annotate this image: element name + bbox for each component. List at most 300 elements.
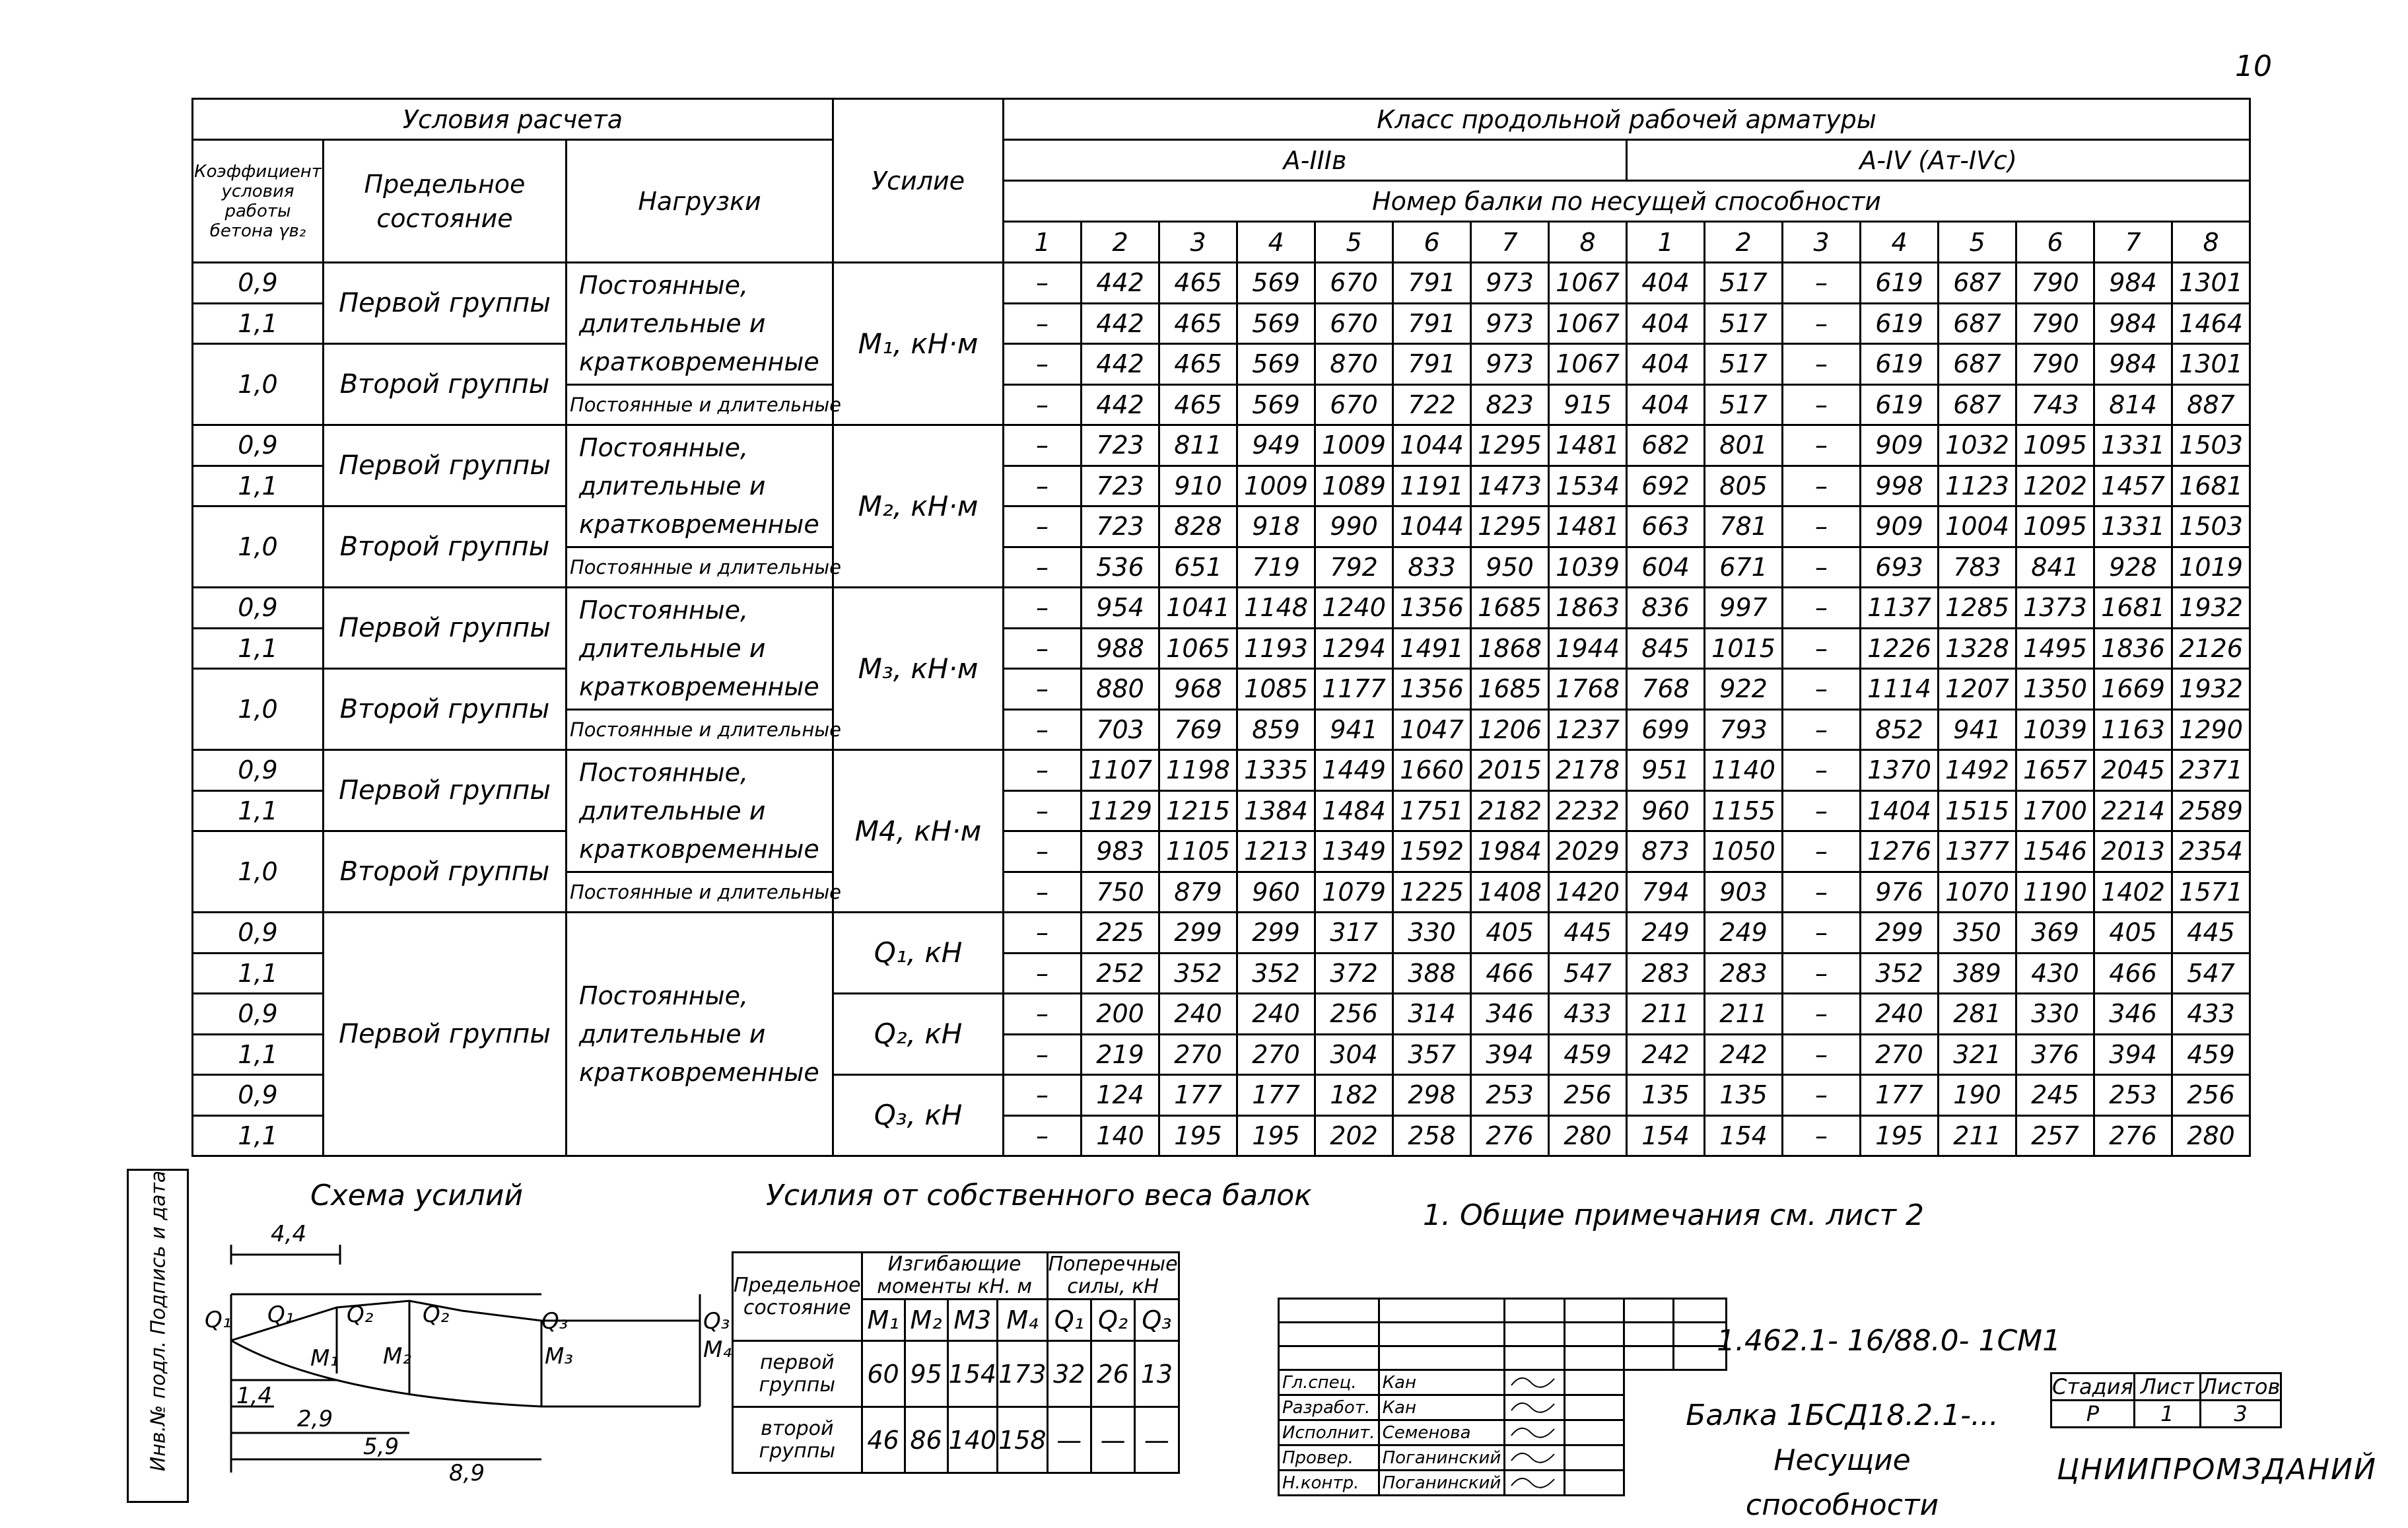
value-cell: 140 (1082, 1115, 1159, 1156)
sheet-header: Лист (2134, 1373, 2200, 1401)
loads-header: Нагрузки (567, 140, 833, 263)
stage-box (2050, 1372, 2282, 1428)
label-m2: M₂ (383, 1343, 411, 1370)
value-cell: 1079 (1315, 872, 1393, 913)
coef-cell: 1,1 (193, 1034, 324, 1075)
value-cell: 547 (1549, 953, 1627, 994)
coef-cell: 0,9 (193, 913, 324, 954)
value-cell: 1492 (1939, 750, 2016, 791)
value-cell: 801 (1705, 425, 1783, 466)
value-cell: 1669 (2094, 669, 2172, 710)
value-cell: – (1783, 1034, 1861, 1075)
table-row (193, 263, 2250, 304)
value-cell: 1681 (2094, 588, 2172, 629)
beam-col-11: 3 (1783, 222, 1861, 263)
value-cell: 466 (2094, 953, 2172, 994)
value-cell: 2015 (1471, 750, 1549, 791)
value-cell: 283 (1627, 953, 1705, 994)
value-cell: 1685 (1471, 669, 1549, 710)
value-cell: 2126 (2172, 628, 2250, 669)
value-cell: 2232 (1549, 790, 1627, 831)
value-cell: 841 (2016, 547, 2094, 588)
value-cell: 190 (1939, 1075, 2016, 1116)
value-cell: – (1004, 1034, 1082, 1075)
value-cell: – (1004, 872, 1082, 913)
value-cell: 154 (1627, 1115, 1705, 1156)
value-cell: 177 (1237, 1075, 1315, 1116)
value-cell: 1571 (2172, 872, 2250, 913)
stamp-role: Разработ. (1279, 1395, 1379, 1420)
dim-8-9: 8,9 (449, 1460, 485, 1486)
value-cell: – (1783, 750, 1861, 791)
value-cell: 984 (2094, 263, 2172, 304)
value-cell: 445 (1549, 913, 1627, 954)
value-cell: 1290 (2172, 709, 2250, 750)
value-cell: 276 (1471, 1115, 1549, 1156)
value-cell: 249 (1705, 913, 1783, 954)
stamp-cell (1379, 1323, 1505, 1346)
value-cell: 1449 (1315, 750, 1393, 791)
value-cell: 1473 (1471, 466, 1549, 506)
loads-permanent: Постоянные и длительные (567, 872, 833, 913)
value-cell: 256 (1549, 1075, 1627, 1116)
value-cell: 258 (1393, 1115, 1471, 1156)
value-cell: 211 (1705, 994, 1783, 1035)
coef-cell: 1,1 (193, 953, 324, 994)
value-cell: 1402 (2094, 872, 2172, 913)
coef-header: Коэффициент условия работы бетона γв₂ (193, 140, 324, 263)
value-cell: 791 (1393, 263, 1471, 304)
value-cell: 1335 (1237, 750, 1315, 791)
loads-permanent: Постоянные и длительные (567, 709, 833, 750)
value-cell: – (1783, 506, 1861, 547)
class2-header: А-IV (Ат-IVс) (1627, 140, 2250, 181)
selfweight-title: Усилия от собственного веса балок (766, 1179, 1312, 1212)
value-cell: 1226 (1861, 628, 1939, 669)
value-cell: 1685 (1471, 588, 1549, 629)
value-cell: 1004 (1939, 506, 2016, 547)
value-cell: 372 (1315, 953, 1393, 994)
beam-col-10: 2 (1705, 222, 1783, 263)
value-cell: – (1004, 790, 1082, 831)
stamp-cell (1624, 1346, 1674, 1370)
scheme-title: Схема усилий (310, 1179, 524, 1212)
value-cell: 1863 (1549, 588, 1627, 629)
value-cell: 794 (1627, 872, 1705, 913)
value-cell: 1503 (2172, 425, 2250, 466)
state-first-group: Первой группы (324, 750, 567, 831)
limit-state-header: Предельное состояние (324, 140, 567, 263)
coef-cell: 0,9 (193, 1075, 324, 1116)
capacity-table (191, 98, 2251, 1157)
value-cell: 828 (1159, 506, 1237, 547)
value-cell: 811 (1159, 425, 1237, 466)
value-cell: 1464 (2172, 303, 2250, 344)
value-cell: 836 (1627, 588, 1705, 629)
sw-value-cell: 26 (1091, 1341, 1134, 1407)
value-cell: 569 (1237, 263, 1315, 304)
value-cell: 870 (1315, 344, 1393, 385)
value-cell: 350 (1939, 913, 2016, 954)
value-cell: 1190 (2016, 872, 2094, 913)
sw-col-header: M₁ (862, 1300, 905, 1341)
table-row (193, 506, 2250, 547)
value-cell: 833 (1393, 547, 1471, 588)
class-header: Класс продольной рабочей арматуры (1004, 99, 2250, 140)
value-cell: 1481 (1549, 506, 1627, 547)
value-cell: 270 (1861, 1034, 1939, 1075)
value-cell: 918 (1237, 506, 1315, 547)
sw-col-header: M₂ (905, 1300, 947, 1341)
value-cell: 442 (1082, 263, 1159, 304)
value-cell: 859 (1237, 709, 1315, 750)
value-cell: – (1783, 831, 1861, 872)
value-cell: 200 (1082, 994, 1159, 1035)
value-cell: 1213 (1237, 831, 1315, 872)
stamp-cell (1279, 1299, 1379, 1323)
value-cell: 984 (2094, 303, 2172, 344)
beam-col-5: 5 (1315, 222, 1393, 263)
value-cell: 1836 (2094, 628, 2172, 669)
force-label: М₁, кН·м (833, 263, 1004, 425)
table-row (193, 669, 2250, 710)
value-cell: 405 (2094, 913, 2172, 954)
value-cell: 699 (1627, 709, 1705, 750)
stamp-cell (1379, 1299, 1505, 1323)
value-cell: 242 (1705, 1034, 1783, 1075)
sw-value-cell: 173 (998, 1341, 1048, 1407)
value-cell: 154 (1705, 1115, 1783, 1156)
value-cell: 873 (1627, 831, 1705, 872)
value-cell: 1294 (1315, 628, 1393, 669)
stamp-cell (1624, 1299, 1674, 1323)
sw-value-cell: 86 (905, 1407, 947, 1473)
value-cell: 1868 (1471, 628, 1549, 669)
value-cell: 1237 (1549, 709, 1627, 750)
label-q3-right: Q₃ (703, 1308, 730, 1335)
beam-col-7: 7 (1471, 222, 1549, 263)
coef-cell: 1,0 (193, 669, 324, 750)
value-cell: 394 (1471, 1034, 1549, 1075)
value-cell: 202 (1315, 1115, 1393, 1156)
value-cell: 973 (1471, 263, 1549, 304)
selfweight-table (732, 1251, 1180, 1474)
dim-5-9: 5,9 (363, 1434, 399, 1460)
beam-col-9: 1 (1627, 222, 1705, 263)
stamp-cell (1565, 1471, 1624, 1496)
value-cell: 1137 (1861, 588, 1939, 629)
value-cell: 1331 (2094, 506, 2172, 547)
sw-col-header: Q₃ (1135, 1300, 1179, 1341)
state-first-group: Первой группы (324, 588, 567, 669)
value-cell: 459 (2172, 1034, 2250, 1075)
value-cell: 1495 (2016, 628, 2094, 669)
value-cell: 357 (1393, 1034, 1471, 1075)
value-cell: 915 (1549, 384, 1627, 425)
value-cell: 124 (1082, 1075, 1159, 1116)
value-cell: 442 (1082, 344, 1159, 385)
value-cell: 1592 (1393, 831, 1471, 872)
value-cell: 1015 (1705, 628, 1783, 669)
value-cell: 2214 (2094, 790, 2172, 831)
value-cell: 1140 (1705, 750, 1783, 791)
loads-permanent: Постоянные и длительные (567, 384, 833, 425)
sw-shear-header: Поперечные силы, кН (1048, 1253, 1178, 1298)
stamp-row (1279, 1370, 1727, 1395)
value-cell: 256 (1315, 994, 1393, 1035)
value-cell: – (1004, 425, 1082, 466)
stamp-cell (1279, 1323, 1379, 1346)
doc-name-line2: Несущие способности (1745, 1443, 1939, 1522)
table-row (193, 750, 2250, 791)
value-cell: 1193 (1237, 628, 1315, 669)
stamp-row (1279, 1471, 1727, 1496)
coef-cell: 0,9 (193, 588, 324, 629)
table-row (193, 588, 2250, 629)
value-cell: 960 (1627, 790, 1705, 831)
value-cell: 1457 (2094, 466, 2172, 506)
value-cell: 1155 (1705, 790, 1783, 831)
value-cell: 988 (1082, 628, 1159, 669)
value-cell: 283 (1705, 953, 1783, 994)
sheet-value: 1 (2134, 1401, 2200, 1428)
force-label: Q₁, кН (833, 913, 1004, 994)
page-number: 10 (2235, 50, 2272, 83)
value-cell: 442 (1082, 384, 1159, 425)
value-cell: 459 (1549, 1034, 1627, 1075)
value-cell: 1984 (1471, 831, 1549, 872)
value-cell: 1067 (1549, 263, 1627, 304)
value-cell: 791 (1393, 303, 1471, 344)
value-cell: 2182 (1471, 790, 1549, 831)
value-cell: 1067 (1549, 303, 1627, 344)
value-cell: 1198 (1159, 750, 1237, 791)
value-cell: 719 (1237, 547, 1315, 588)
stamp-cell (1565, 1346, 1624, 1370)
value-cell: 1328 (1939, 628, 2016, 669)
coef-cell: 1,1 (193, 466, 324, 506)
force-label: М₂, кН·м (833, 425, 1004, 588)
value-cell: 682 (1627, 425, 1705, 466)
sheets-header: Листов (2201, 1374, 2281, 1399)
coef-cell: 1,1 (193, 628, 324, 669)
value-cell: 619 (1861, 344, 1939, 385)
value-cell: 1657 (2016, 750, 2094, 791)
stamp-cell (1565, 1445, 1624, 1471)
stamp-row (1279, 1420, 1727, 1445)
value-cell: 687 (1939, 263, 2016, 304)
value-cell: – (1004, 831, 1082, 872)
label-q1-left: Q₁ (205, 1307, 232, 1333)
value-cell: 1515 (1939, 790, 2016, 831)
value-cell: 783 (1939, 547, 2016, 588)
value-cell: 1700 (2016, 790, 2094, 831)
value-cell: 547 (2172, 953, 2250, 994)
sw-value-cell: — (1135, 1407, 1179, 1473)
force-header: Усилие (833, 99, 1004, 263)
value-cell: 1932 (2172, 669, 2250, 710)
label-q2a: Q₂ (347, 1302, 374, 1328)
loads-full: Постоянные, длительные и кратковременные (567, 913, 833, 1156)
value-cell: 352 (1159, 953, 1237, 994)
value-cell: 195 (1237, 1115, 1315, 1156)
value-cell: 768 (1627, 669, 1705, 710)
value-cell: 219 (1082, 1034, 1159, 1075)
coef-cell: 1,0 (193, 831, 324, 913)
value-cell: 1047 (1393, 709, 1471, 750)
value-cell: 723 (1082, 466, 1159, 506)
beam-col-14: 6 (2016, 222, 2094, 263)
value-cell: 1225 (1393, 872, 1471, 913)
value-cell: 791 (1393, 344, 1471, 385)
coef-cell: 1,1 (193, 1115, 324, 1156)
value-cell: 245 (2016, 1075, 2094, 1116)
value-cell: 276 (2094, 1115, 2172, 1156)
value-cell: 1041 (1159, 588, 1237, 629)
stamp-name: Поганинский (1379, 1445, 1505, 1471)
stamp-row (1279, 1445, 1727, 1471)
value-cell: 298 (1393, 1075, 1471, 1116)
value-cell: 1751 (1393, 790, 1471, 831)
value-cell: 805 (1705, 466, 1783, 506)
value-cell: – (1783, 790, 1861, 831)
value-cell: 792 (1315, 547, 1393, 588)
value-cell: 466 (1471, 953, 1549, 994)
value-cell: 517 (1705, 344, 1783, 385)
force-label: Q₂, кН (833, 994, 1004, 1075)
beam-col-8: 8 (1549, 222, 1627, 263)
general-note: 1. Общие примечания см. лист 2 (1423, 1198, 1925, 1232)
value-cell: 887 (2172, 384, 2250, 425)
value-cell: 304 (1315, 1034, 1393, 1075)
value-cell: – (1004, 547, 1082, 588)
value-cell: 1177 (1315, 669, 1393, 710)
value-cell: 569 (1237, 303, 1315, 344)
value-cell: – (1004, 303, 1082, 344)
organization: ЦНИИПРОМЗДАНИЙ (2057, 1453, 2377, 1486)
stamp-empty-row (1279, 1299, 1727, 1323)
coef-cell: 1,0 (193, 506, 324, 588)
stamp-role: Провер. (1279, 1445, 1379, 1471)
value-cell: – (1783, 953, 1861, 994)
value-cell: 299 (1159, 913, 1237, 954)
value-cell: 253 (1471, 1075, 1549, 1116)
left-strip-label: Инв.№ подл. Подпись и дата (147, 1170, 170, 1472)
beam-col-4: 4 (1237, 222, 1315, 263)
value-cell: 1148 (1237, 588, 1315, 629)
coef-cell: 1,1 (193, 303, 324, 344)
label-m4: M₄ (703, 1337, 732, 1363)
sw-value-cell: 154 (947, 1341, 998, 1407)
sw-moments-header: Изгибающие моменты кН. м (862, 1253, 1047, 1300)
value-cell: – (1004, 1115, 1082, 1156)
value-cell: 1285 (1939, 588, 2016, 629)
value-cell: 517 (1705, 303, 1783, 344)
value-cell: 1095 (2016, 425, 2094, 466)
value-cell: 465 (1159, 384, 1237, 425)
value-cell: 1050 (1705, 831, 1783, 872)
value-cell: 909 (1861, 425, 1939, 466)
table-row (193, 344, 2250, 385)
value-cell: 430 (2016, 953, 2094, 994)
sw-row2-label: второй группы (733, 1407, 862, 1473)
value-cell: 445 (2172, 913, 2250, 954)
value-cell: 569 (1237, 384, 1315, 425)
value-cell: 722 (1393, 384, 1471, 425)
value-cell: 670 (1315, 303, 1393, 344)
value-cell: 1944 (1549, 628, 1627, 669)
value-cell: 346 (2094, 994, 2172, 1035)
value-cell: – (1004, 669, 1082, 710)
value-cell: – (1004, 506, 1082, 547)
value-cell: 909 (1861, 506, 1939, 547)
value-cell: 240 (1237, 994, 1315, 1035)
sw-state-header: Предельное состояние (733, 1253, 862, 1341)
value-cell: – (1783, 628, 1861, 669)
value-cell: 973 (1471, 344, 1549, 385)
value-cell: 998 (1861, 466, 1939, 506)
stamp-cell (1565, 1299, 1624, 1323)
value-cell: – (1004, 384, 1082, 425)
value-cell: – (1004, 466, 1082, 506)
value-cell: 968 (1159, 669, 1237, 710)
value-cell: 1356 (1393, 588, 1471, 629)
value-cell: 1089 (1315, 466, 1393, 506)
force-label: М4, кН·м (833, 750, 1004, 913)
value-cell: – (1004, 1075, 1082, 1116)
value-cell: 225 (1082, 913, 1159, 954)
value-cell: 1039 (1549, 547, 1627, 588)
value-cell: 299 (1861, 913, 1939, 954)
value-cell: – (1783, 872, 1861, 913)
value-cell: 743 (2016, 384, 2094, 425)
force-scheme-diagram (198, 1215, 732, 1499)
value-cell: 1660 (1393, 750, 1471, 791)
value-cell: 1207 (1939, 669, 2016, 710)
value-cell: 405 (1471, 913, 1549, 954)
value-cell: 852 (1861, 709, 1939, 750)
value-cell: 394 (2094, 1034, 2172, 1075)
value-cell: 256 (2172, 1075, 2250, 1116)
value-cell: 211 (1627, 994, 1705, 1035)
sw-value-cell: 95 (905, 1341, 947, 1407)
value-cell: – (1004, 628, 1082, 669)
loads-full: Постоянные, длительные и кратковременные (567, 750, 833, 872)
value-cell: 880 (1082, 669, 1159, 710)
signature (1505, 1471, 1565, 1496)
value-cell: 376 (2016, 1034, 2094, 1075)
value-cell: 922 (1705, 669, 1783, 710)
value-cell: 1107 (1082, 750, 1159, 791)
beam-col-13: 5 (1939, 222, 2016, 263)
stamp-name: Поганинский (1379, 1471, 1505, 1496)
value-cell: 790 (2016, 344, 2094, 385)
value-cell: 814 (2094, 384, 2172, 425)
value-cell: 1484 (1315, 790, 1393, 831)
value-cell: 793 (1705, 709, 1783, 750)
value-cell: – (1783, 994, 1861, 1035)
stamp-role: Гл.спец. (1279, 1370, 1379, 1395)
value-cell: 270 (1237, 1034, 1315, 1075)
value-cell: 352 (1237, 953, 1315, 994)
value-cell: 1044 (1393, 506, 1471, 547)
value-cell: 619 (1861, 303, 1939, 344)
value-cell: 781 (1705, 506, 1783, 547)
stamp-row (1279, 1395, 1727, 1420)
value-cell: 723 (1082, 425, 1159, 466)
value-cell: 1191 (1393, 466, 1471, 506)
value-cell: – (1004, 263, 1082, 304)
